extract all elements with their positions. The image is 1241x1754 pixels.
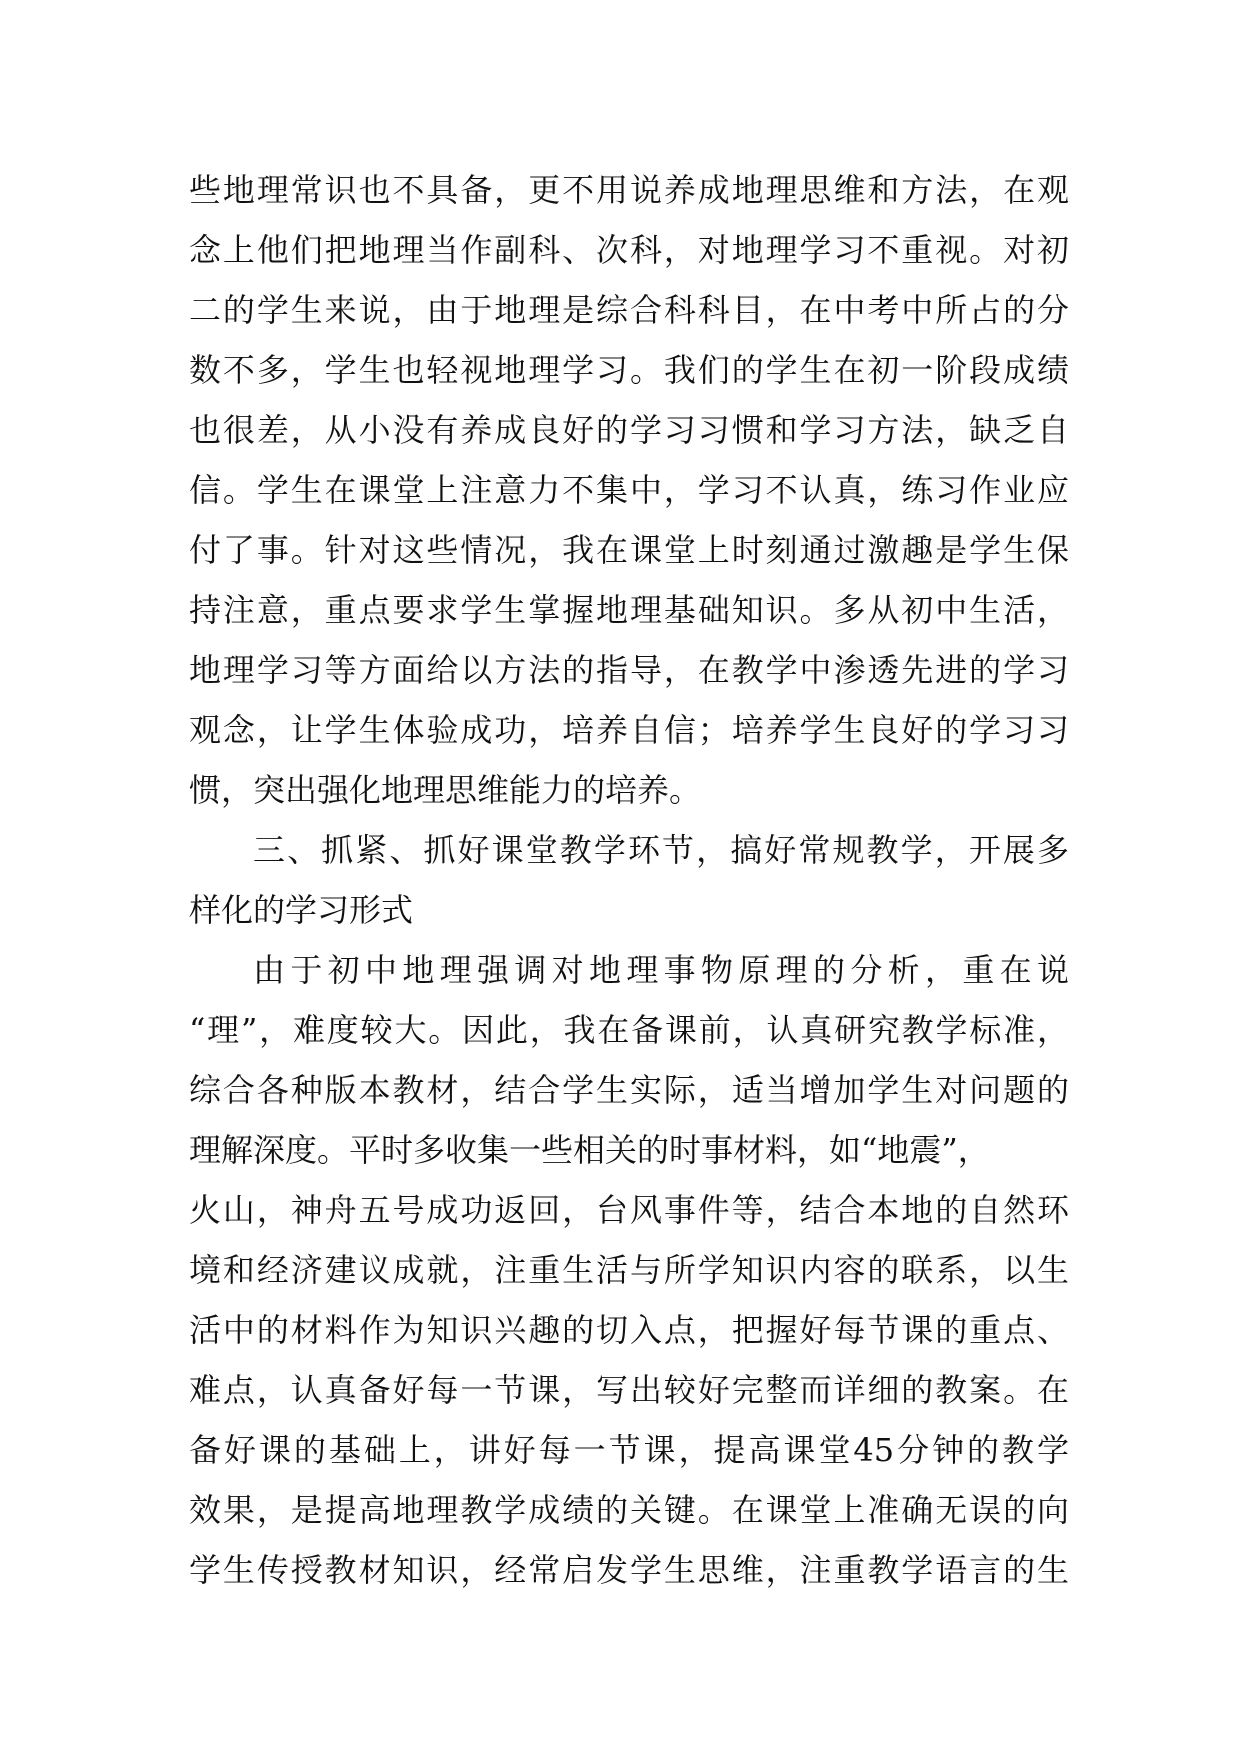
text-line: 观念，让学生体验成功，培养自信；培养学生良好的学习习 <box>189 711 1069 749</box>
section-heading-line: 三、抓紧、抓好课堂教学环节，搞好常规教学，开展多 <box>253 831 1069 869</box>
text-line: 付了事。针对这些情况，我在课堂上时刻通过激趣是学生保 <box>189 531 1069 569</box>
text-line: 难点，认真备好每一节课，写出较好完整而详细的教案。在 <box>189 1371 1069 1409</box>
text-line: 也很差，从小没有养成良好的学习习惯和学习方法，缺乏自 <box>189 411 1069 449</box>
text-line: 境和经济建议成就，注重生活与所学知识内容的联系，以生 <box>189 1251 1069 1289</box>
text-line: 惯，突出强化地理思维能力的培养。 <box>189 771 702 809</box>
text-line: 二的学生来说，由于地理是综合科科目，在中考中所占的分 <box>189 291 1069 329</box>
section-heading-line: 样化的学习形式 <box>189 891 414 929</box>
text-line: 信。学生在课堂上注意力不集中，学习不认真，练习作业应 <box>189 471 1069 509</box>
text-line: 活中的材料作为知识兴趣的切入点，把握好每节课的重点、 <box>189 1311 1069 1349</box>
text-line: 效果，是提高地理教学成绩的关键。在课堂上准确无误的向 <box>189 1491 1069 1529</box>
text-line: 火山，神舟五号成功返回，台风事件等，结合本地的自然环 <box>189 1191 1069 1229</box>
text-line: 综合各种版本教材，结合学生实际，适当增加学生对问题的 <box>189 1071 1069 1109</box>
text-line: 数不多，学生也轻视地理学习。我们的学生在初一阶段成绩 <box>189 351 1069 389</box>
text-line: 学生传授教材知识，经常启发学生思维，注重教学语言的生 <box>189 1551 1069 1589</box>
text-line: 备好课的基础上，讲好每一节课，提高课堂45分钟的教学 <box>189 1431 1069 1469</box>
text-line: 些地理常识也不具备，更不用说养成地理思维和方法，在观 <box>189 171 1069 209</box>
text-line: 念上他们把地理当作副科、次科，对地理学习不重视。对初 <box>189 231 1069 269</box>
text-line: 理解深度。平时多收集一些相关的时事材料，如“地震”， <box>189 1131 990 1169</box>
text-line: 由于初中地理强调对地理事物原理的分析，重在说 <box>253 951 1069 989</box>
text-line: 地理学习等方面给以方法的指导，在教学中渗透先进的学习 <box>189 651 1069 689</box>
text-line: 持注意，重点要求学生掌握地理基础知识。多从初中生活， <box>189 591 1069 629</box>
text-line: “理”，难度较大。因此，我在备课前，认真研究教学标准， <box>189 1011 1069 1049</box>
body-text <box>189 160 1069 1600</box>
